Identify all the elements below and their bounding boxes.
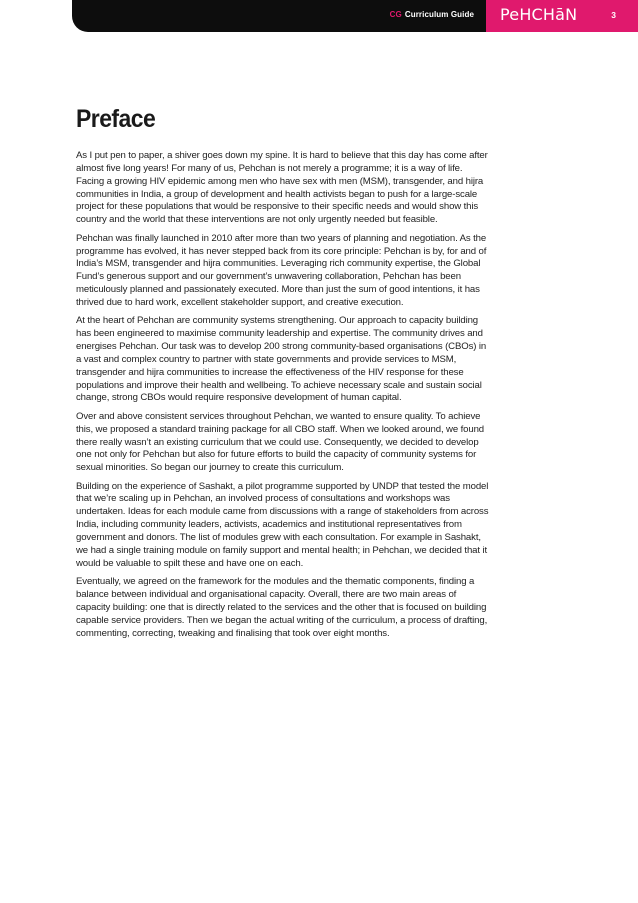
header-brand-block — [486, 0, 638, 32]
cg-label: CG — [389, 10, 402, 19]
paragraph-6: Eventually, we agreed on the framework for the modules and the thematic components, finding a balance between individual and organisational capacity. Overall, there are two main areas of capacity building: one that is directly related to the services and the other that is focused on building capable service providers. Then we began the actual writing of the curriculum, a process of drafting, commenting, correcting, tweaking and finalising that took over eight months. — [76, 576, 488, 639]
paragraph-2: Pehchan was finally launched in 2010 after more than two years of planning and negotiation. As the programme has evolved, it has never stepped back from its core principle: Pehchan is by, for and of India’s MSM, transgender and hijra communities. Leveraging rich community expertise, the Global Fund’s generous support and our government’s unwavering collaboration, Pehchan has been meticulously planned and passionately executed. More than just the sum of good intentions, it has thrived due to hard work, excellent stakeholder support, and creative execution. — [76, 232, 487, 308]
header-bar — [72, 0, 486, 32]
paragraph-4: Over and above consistent services throughout Pehchan, we wanted to ensure quality. To achieve this, we proposed a standard training package for all CBO staff. When we looked around, we found there really wasn’t an existing curriculum that we could use. Consequently, we decided to develop one not only for Pehchan but also for future efforts to build the capacity of community systems for sexual minorities. So began our journey to create this curriculum. — [76, 410, 485, 474]
page-title: Preface — [76, 105, 156, 133]
pehchan-logo: PeHCHāN — [500, 5, 578, 24]
paragraph-5: Building on the experience of Sashakt, a pilot programme supported by UNDP that tested the model that we’re scaling up in Pehchan, an involved process of consultations and workshops was undertaken. Ideas for each module came from discussions with a range of stakeholders from across India, including community leaders, activists, academics and institutional representatives from government and donors. The list of modules grew with each consultation. For example in Sashakt, we had a single training module on family support and mental health; in Pehchan, we decided that it would be valuable to spilt these and have one on each. — [76, 480, 489, 569]
curriculum-guide-label — [390, 10, 474, 19]
guide-label: Curriculum Guide — [404, 10, 474, 19]
page-number: 3 — [611, 10, 616, 20]
preface-body — [76, 150, 491, 646]
paragraph-3: At the heart of Pehchan are community systems strengthening. Our approach to capacity building has been engineered to maximise community leadership and expertise. The community drives and energises Pehchan. Our task was to develop 200 strong community-based organisations (CBOs) in a vast and complex country to partner with state governments and provide services to MSM, transgender and hijra communities to increase the effectiveness of the HIV response for these populations and improve their health and wellbeing. To achieve necessary scale and sustain social change, strong CBOs would require responsive development of human capital. — [76, 315, 487, 404]
paragraph-1: As I put pen to paper, a shiver goes down my spine. It is hard to believe that this day has come after almost five long years! For many of us, Pehchan is not merely a programme; it is a way of life. Facing a growing HIV epidemic among men who have sex with men (MSM), transgender, and hijra communities in India, a group of development and health activists began to push for a large-scale project for these populations that would be responsive to their specific needs and would show this country and the world that these interventions are not only urgently needed but feasible. — [76, 150, 488, 226]
